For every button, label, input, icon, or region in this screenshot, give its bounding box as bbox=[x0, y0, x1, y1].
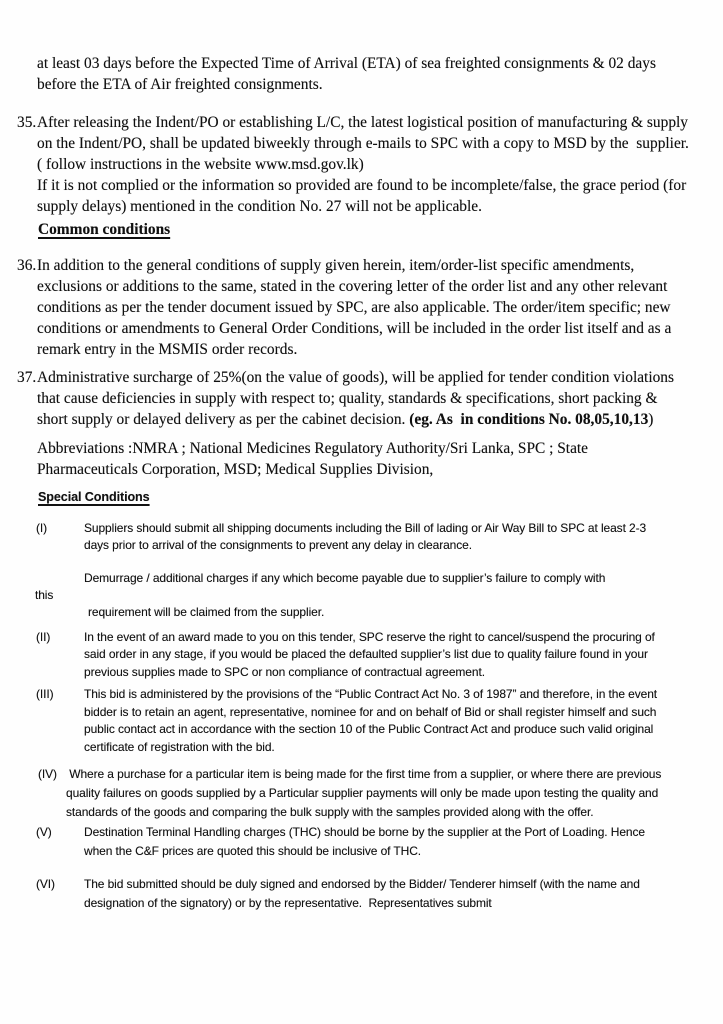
intro-continuation-paragraph: at least 03 days before the Expected Time of Arrival (ETA) of sea freighted consignments & 02 days before the ETA of Air freighted consignments. bbox=[37, 55, 660, 93]
item-35-text-1: After releasing the Indent/PO or establishing L/C, the latest logistical position of manufacturing & supply on the Indent/PO, shall be updated biweekly through e-mails to SPC with a copy to MSD by the supplier.( follow instructions in the website www.msd.gov.lk) bbox=[37, 114, 692, 173]
item-number-36: 36. bbox=[17, 257, 37, 274]
special-numeral-IV: (IV) bbox=[38, 767, 57, 781]
special-I-text-1: Suppliers should submit all shipping documents including the Bill of lading or Air Way Bill to SPC at least 2-3 days prior to arrival of the consignments to prevent any delay in clearance. bbox=[84, 520, 650, 552]
special-I-text-3: requirement will be claimed from the supplier. bbox=[88, 604, 325, 619]
special-numeral-VI: (VI) bbox=[36, 877, 55, 891]
item-number-37: 37. bbox=[17, 369, 37, 386]
special-conditions-section bbox=[0, 489, 723, 913]
special-I-text-2: Demurrage / additional charges if any which become payable due to supplier’s failure to comply with bbox=[84, 570, 606, 585]
abbreviations-paragraph: Abbreviations :NMRA ; National Medicines Regulatory Authority/Sri Lanka, SPC ; State Pharmaceuticals Corporation, MSD; Medical Supplies Division, bbox=[37, 440, 592, 478]
item-35-text-2: If it is not complied or the information so provided are found to be incomplete/false, the grace period (for supply delays) mentioned in the condition No. 27 will not be applicable. bbox=[37, 177, 691, 215]
special-numeral-II: (II) bbox=[36, 629, 51, 644]
condition-item-36 bbox=[17, 255, 690, 360]
special-condition-IV bbox=[38, 765, 674, 822]
special-numeral-III: (III) bbox=[36, 687, 54, 701]
item-37-text bbox=[37, 367, 690, 430]
special-IV-text: Where a purchase for a particular item is being made for the first time from a supplier, or where there are previous quality failures on goods supplied by a Particular supplier payments will only be made upon testing the quality and standards of the goods and comparing the bulk supply with the samples provided along with the offer. bbox=[66, 767, 665, 819]
special-condition-VI bbox=[36, 875, 674, 913]
common-conditions-heading: Common conditions bbox=[38, 221, 171, 238]
item-37-tail: ) bbox=[648, 411, 654, 428]
condition-item-35 bbox=[17, 112, 692, 217]
condition-item-37 bbox=[17, 367, 690, 430]
general-conditions-section bbox=[0, 53, 723, 480]
special-conditions-heading: Special Conditions bbox=[38, 490, 150, 504]
item-37-lead: Administrative surcharge of 25%(on the value of goods), will be applied for tender condition violations that cause deficiencies in supply with respect to; quality, standards & specifications, short packing & short supply or delayed delivery as per the cabinet decision. bbox=[37, 369, 678, 428]
special-condition-III bbox=[36, 686, 674, 756]
item-37-bold-note: (eg. As in conditions No. 08,05,10,13 bbox=[409, 411, 649, 428]
special-condition-II bbox=[36, 629, 674, 682]
special-III-text: This bid is administered by the provisions of the “Public Contract Act No. 3 of 1987” and therefore, in the event bidder is to retain an agent, representative, nominee for and on behalf of Bid or shall register himself and such public contact act in accordance with the section 10 of the Public Contract Act and produce such valid original certificate of registration with the bid. bbox=[84, 687, 661, 754]
special-VI-text: The bid submitted should be duly signed and endorsed by the Bidder/ Tenderer himself (with the name and designation of the signatory) or by the representative. Representatives submit bbox=[84, 877, 644, 910]
special-numeral-V: (V) bbox=[36, 825, 52, 839]
special-condition-V bbox=[36, 823, 674, 861]
special-V-text: Destination Terminal Handling charges (THC) should be borne by the supplier at the Port of Loading. Hence when the C&F prices are quoted this should be inclusive of THC. bbox=[84, 825, 649, 858]
special-I-hanging-word: this bbox=[35, 587, 54, 602]
special-condition-I bbox=[35, 520, 674, 621]
item-number-35: 35. bbox=[17, 114, 37, 131]
item-36-text: In addition to the general conditions of supply given herein, item/order-list specific amendments, exclusions or additions to the same, stated in the covering letter of the order list and any other relevant conditions as per the tender document issued by SPC, are also applicable. The order/item specific; new conditions or amendments to General Order Conditions, will be included in the order list itself and as a remark entry in the MSMIS order records. bbox=[37, 257, 676, 358]
special-numeral-I: (I) bbox=[36, 520, 48, 535]
special-II-text: In the event of an award made to you on this tender, SPC reserve the right to cancel/suspend the procuring of said order in any stage, if you would be placed the defaulted supplier’s list due to quality failure found in your previous supplies made to SPC or non compliance of contractual agreement. bbox=[84, 629, 659, 679]
